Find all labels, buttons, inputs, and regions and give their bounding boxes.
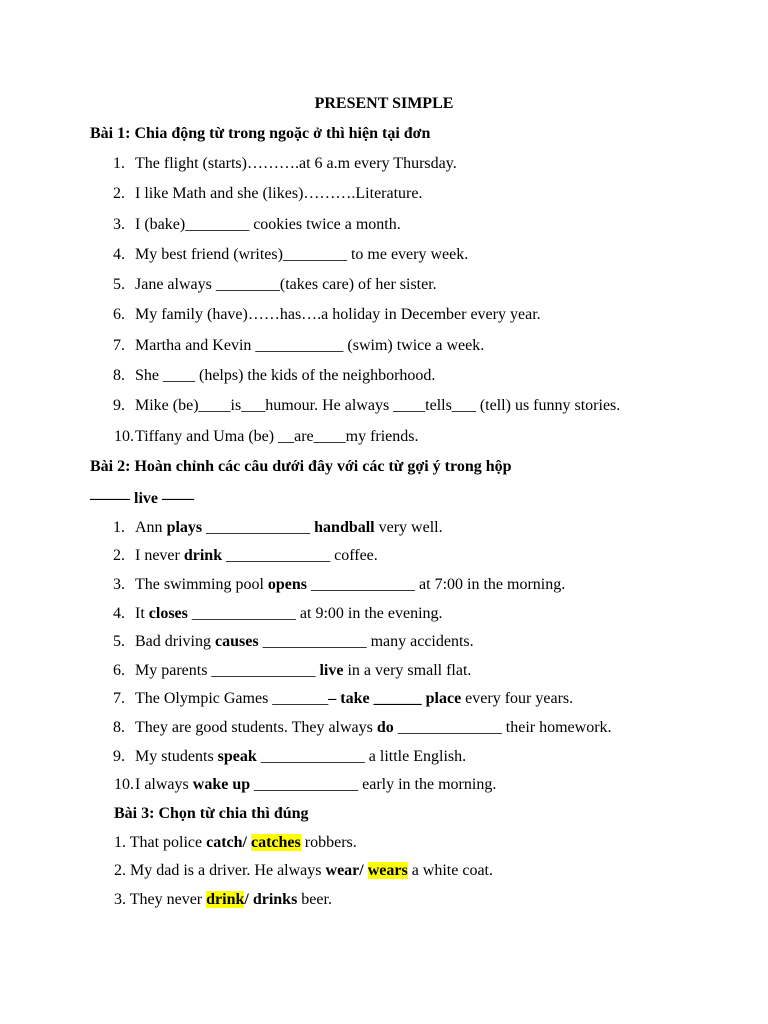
item-number: 8. — [113, 719, 125, 736]
page-title: PRESENT SIMPLE — [314, 95, 454, 112]
bold-word: / drinks — [244, 891, 298, 908]
item-text: My family (have)……has….a holiday in December every year. — [135, 306, 541, 323]
exercise3-item — [114, 833, 357, 853]
bold-word: – take ______ place — [328, 690, 462, 707]
text-run: _____________ early in the morning. — [250, 776, 497, 793]
section2-heading: Bài 2: Hoàn chỉnh các câu dưới đây với các từ gợi ý trong hộp — [90, 458, 512, 475]
item-number: 9. — [113, 397, 125, 414]
highlighted-answer: catches — [251, 834, 301, 851]
item-number: 9. — [113, 748, 125, 765]
exercise3-item — [114, 861, 493, 881]
item-number: 5. — [113, 633, 125, 650]
word-box: ——– live —— — [90, 490, 194, 507]
text-run: 3. They never — [114, 891, 207, 908]
text-run: 1. That police — [114, 834, 207, 851]
item-number: 4. — [113, 605, 125, 622]
item-text: I (bake)________ cookies twice a month. — [135, 216, 401, 233]
text-run: robbers. — [300, 834, 357, 851]
bold-word: opens — [267, 576, 308, 593]
text-run: _____________ a little English. — [256, 748, 467, 765]
bold-word: closes — [148, 605, 188, 622]
item-text: My best friend (writes)________ to me every week. — [135, 246, 469, 263]
text-run: The Olympic Games _______ — [135, 690, 329, 707]
bold-word: handball — [314, 519, 375, 536]
text-run: Bad driving — [135, 633, 215, 650]
item-number: 7. — [113, 337, 125, 354]
item-text — [135, 747, 466, 767]
text-run: beer. — [297, 891, 332, 908]
item-text — [135, 689, 573, 709]
item-number: 1. — [113, 519, 125, 536]
text-run: every four years. — [461, 690, 574, 707]
text-run: My parents _____________ — [135, 662, 320, 679]
bold-word: wear/ — [325, 862, 368, 879]
bold-word: catch/ — [206, 834, 251, 851]
text-run: in a very small flat. — [343, 662, 472, 679]
text-run: I always — [135, 776, 193, 793]
item-number: 4. — [113, 246, 125, 263]
section3-heading: Bài 3: Chọn từ chia thì đúng — [114, 805, 309, 822]
text-run: a white coat. — [407, 862, 493, 879]
item-text: She ____ (helps) the kids of the neighborhood. — [135, 367, 436, 384]
item-number: 8. — [113, 367, 125, 384]
text-run: It — [135, 605, 149, 622]
text-run: _____________ many accidents. — [258, 633, 474, 650]
text-run: They are good students. They always — [135, 719, 377, 736]
item-number: 7. — [113, 690, 125, 707]
item-text — [135, 718, 612, 738]
item-number: 6. — [113, 306, 125, 323]
bold-word: speak — [217, 748, 257, 765]
item-number: 6. — [113, 662, 125, 679]
highlighted-answer: drink — [206, 891, 245, 908]
text-run: 2. My dad is a driver. He always — [114, 862, 326, 879]
item-text — [135, 575, 565, 595]
item-number: 3. — [113, 576, 125, 593]
item-number: 5. — [113, 276, 125, 293]
item-number: 10. — [114, 428, 134, 445]
text-run: _____________ their homework. — [393, 719, 612, 736]
bold-word: plays — [166, 519, 203, 536]
text-run: I never — [135, 547, 184, 564]
item-text: I like Math and she (likes)……….Literature. — [135, 185, 423, 202]
text-run: _____________ at 9:00 in the evening. — [187, 605, 443, 622]
text-run: Ann — [135, 519, 167, 536]
text-run: My students — [135, 748, 218, 765]
item-text: Mike (be)____is___humour. He always ____tells___ (tell) us funny stories. — [135, 397, 621, 414]
item-text — [135, 546, 378, 566]
text-run: The swimming pool — [135, 576, 268, 593]
item-text: Jane always ________(takes care) of her sister. — [135, 276, 437, 293]
bold-word: live — [319, 662, 344, 679]
bold-word: drink — [183, 547, 223, 564]
item-text: The flight (starts)……….at 6 a.m every Thursday. — [135, 155, 457, 172]
item-number: 3. — [113, 216, 125, 233]
text-run: _____________ coffee. — [222, 547, 378, 564]
item-text — [135, 661, 471, 681]
bold-word: wake up — [192, 776, 251, 793]
item-number: 2. — [113, 185, 125, 202]
exercise3-item — [114, 890, 332, 910]
item-text — [135, 775, 496, 795]
item-text: Martha and Kevin ___________ (swim) twice a week. — [135, 337, 485, 354]
item-text — [135, 604, 443, 624]
text-run: very well. — [374, 519, 443, 536]
bold-word: causes — [215, 633, 259, 650]
item-number: 2. — [113, 547, 125, 564]
highlighted-answer: wears — [367, 862, 408, 879]
item-text: Tiffany and Uma (be) __are____my friends. — [135, 428, 419, 445]
bold-word: do — [376, 719, 394, 736]
item-number: 1. — [113, 155, 125, 172]
item-number: 10. — [114, 776, 134, 793]
section1-heading: Bài 1: Chia động từ trong ngoặc ở thì hiện tại đơn — [90, 125, 431, 142]
item-text — [135, 632, 474, 652]
text-run: _____________ — [202, 519, 315, 536]
item-text — [135, 518, 443, 538]
text-run: _____________ at 7:00 in the morning. — [307, 576, 566, 593]
